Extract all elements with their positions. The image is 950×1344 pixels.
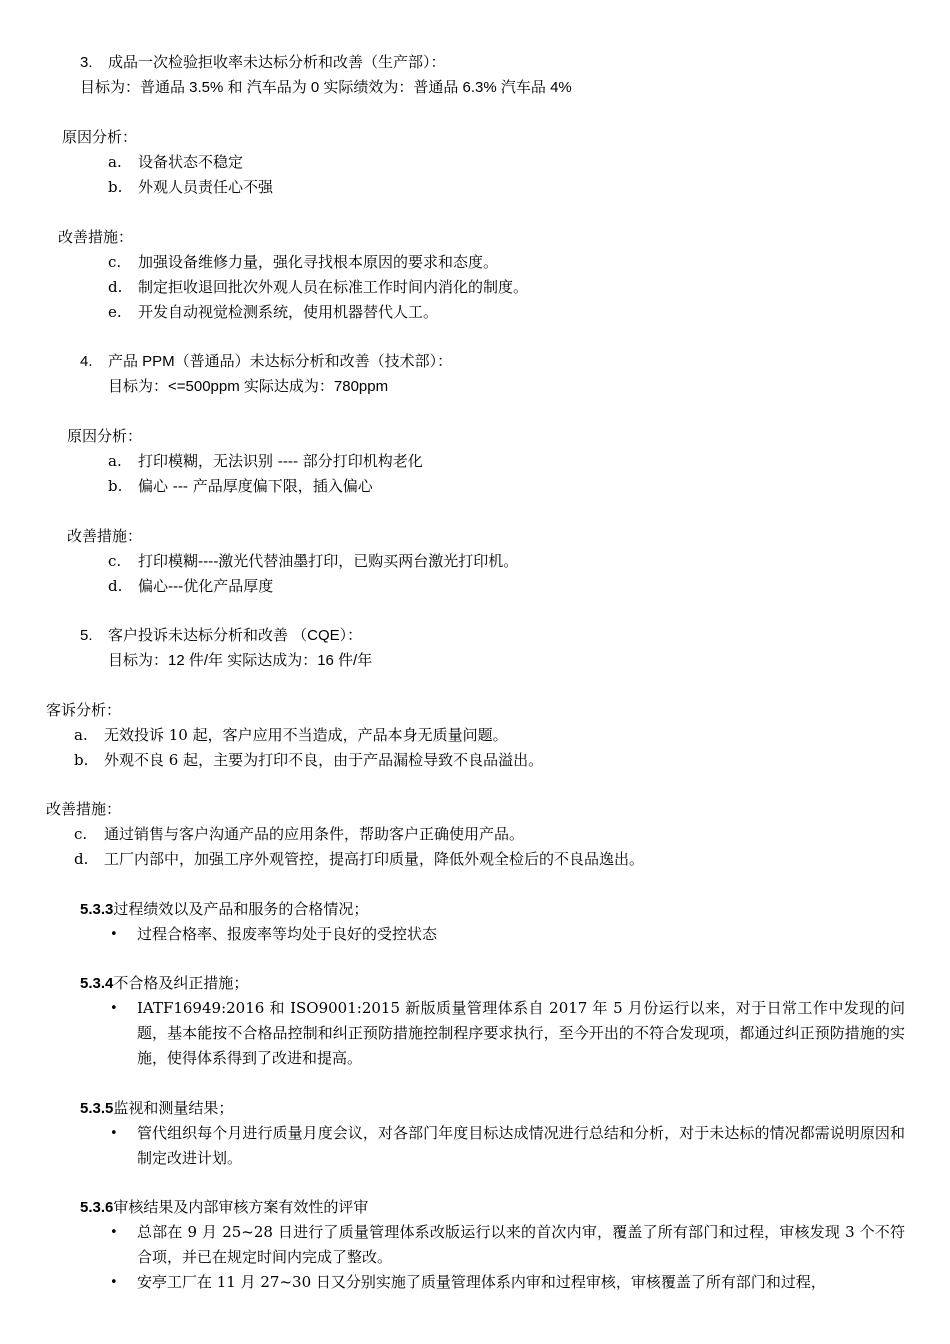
s4-cause-item — [108, 449, 423, 474]
list-text: 无效投诉 10 起，客户应用不当造成，产品本身无质量问题。 — [104, 726, 508, 744]
s4-title: 产品 PPM（普通品）未达标分析和改善（技术部）： — [108, 353, 453, 370]
bullet-icon: • — [110, 1126, 118, 1141]
s5-improvement-item — [74, 822, 524, 847]
sec-533-bullet-text: 过程合格率、报废率等均处于良好的受控状态 — [137, 925, 438, 943]
s4-target-line: 目标为：<=500ppm 实际达成为：780ppm — [108, 378, 389, 395]
s3-improvement-item — [108, 300, 438, 325]
list-text: 打印模糊，无法识别 ---- 部分打印机构老化 — [138, 452, 423, 470]
list-marker: d. — [74, 850, 89, 868]
sec-535-number: 5.3.5 — [80, 1100, 114, 1117]
list-text: 外观不良 6 起，主要为打印不良，由于产品漏检导致不良品溢出。 — [104, 751, 544, 769]
s5-title: 客户投诉未达标分析和改善 （CQE）： — [108, 627, 363, 644]
s4-cause-label: 原因分析： — [67, 427, 143, 445]
s5-improvement-label: 改善措施： — [46, 800, 122, 818]
sec-534-heading — [80, 971, 248, 996]
sec-533-title: 过程绩效以及产品和服务的合格情况； — [113, 900, 369, 918]
list-marker: d. — [108, 577, 123, 595]
list-marker: c. — [74, 825, 88, 843]
bullet-icon: • — [110, 1225, 118, 1240]
sec-536-number: 5.3.6 — [80, 1199, 114, 1216]
bullet-icon: • — [110, 1275, 118, 1290]
list-marker: a. — [74, 726, 88, 744]
s4-improvement-item — [108, 574, 273, 599]
sec-533-number: 5.3.3 — [80, 901, 114, 918]
s5-complaint-item — [74, 748, 543, 773]
sec-533-heading — [80, 897, 368, 922]
s3-cause-label: 原因分析： — [62, 128, 138, 146]
list-text: 偏心---优化产品厚度 — [138, 577, 274, 595]
list-text: 开发自动视觉检测系统，使用机器替代人工。 — [138, 303, 439, 321]
bullet-icon: • — [110, 1001, 118, 1016]
s3-heading — [80, 50, 446, 75]
s5-target-line: 目标为：12 件/年 实际达成为：16 件/年 — [108, 652, 373, 669]
list-marker: e. — [108, 303, 122, 321]
list-text: 设备状态不稳定 — [138, 153, 244, 171]
sec-535-heading — [80, 1096, 233, 1121]
s3-cause-item — [108, 175, 273, 200]
s4-cause-item — [108, 474, 373, 499]
list-marker: a. — [108, 452, 122, 470]
list-marker: b. — [74, 751, 89, 769]
sec-534-title: 不合格及纠正措施； — [113, 974, 249, 992]
sec-536-title: 审核结果及内部审核方案有效性的评审 — [113, 1198, 369, 1216]
sec-534-bullet-text: IATF16949:2016 和 ISO9001:2015 新版质量管理体系自 2017 年 5 月份运行以来，对于日常工作中发现的问题，基本能按不合格品控制和纠正预防措施控制程序要求执行，至今开出的不符合发现项，都通过纠正预防措施的实施，使得体系得到了改进和提高。 — [137, 999, 905, 1067]
list-text: 加强设备维修力量，强化寻找根本原因的要求和态度。 — [138, 253, 499, 271]
list-text: 工厂内部中，加强工序外观管控，提高打印质量，降低外观全检后的不良品逸出。 — [104, 850, 645, 868]
s4-heading — [80, 349, 452, 374]
list-marker: a. — [108, 153, 122, 171]
s4-improvement-label: 改善措施： — [67, 527, 143, 545]
list-marker: d. — [108, 278, 123, 296]
list-text: 外观人员责任心不强 — [138, 178, 274, 196]
s5-number: 5. — [80, 627, 93, 644]
s3-improvement-item — [108, 250, 498, 275]
s3-improvement-item — [108, 275, 528, 300]
list-text: 偏心 --- 产品厚度偏下限，插入偏心 — [138, 477, 373, 495]
s3-cause-item — [108, 150, 243, 175]
sec-535-title: 监视和测量结果； — [113, 1099, 234, 1117]
sec-535-bullet-text: 管代组织每个月进行质量月度会议，对各部门年度目标达成情况进行总结和分析，对于未达标的情况都需说明原因和制定改进计划。 — [137, 1124, 905, 1167]
sec-536-bullet-text: 总部在 9 月 25~28 日进行了质量管理体系改版运行以来的首次内审，覆盖了所有部门和过程，审核发现 3 个不符合项，并已在规定时间内完成了整改。 — [137, 1223, 905, 1266]
sec-536-heading — [80, 1195, 368, 1220]
s3-improvement-label: 改善措施： — [58, 228, 134, 246]
list-text: 制定拒收退回批次外观人员在标准工作时间内消化的制度。 — [138, 278, 529, 296]
sec-534-number: 5.3.4 — [80, 975, 114, 992]
bullet-icon: • — [110, 927, 118, 942]
s3-title: 成品一次检验拒收率未达标分析和改善（生产部）： — [108, 54, 446, 71]
list-text: 通过销售与客户沟通产品的应用条件，帮助客户正确使用产品。 — [104, 825, 525, 843]
s5-complaint-label: 客诉分析： — [46, 701, 122, 719]
s5-complaint-item — [74, 723, 508, 748]
list-marker: b. — [108, 477, 123, 495]
s4-number: 4. — [80, 353, 93, 370]
list-text: 打印模糊----激光代替油墨打印，已购买两台激光打印机。 — [138, 552, 519, 570]
s5-improvement-item — [74, 847, 644, 872]
list-marker: b. — [108, 178, 123, 196]
list-marker: c. — [108, 253, 122, 271]
s3-target-line: 目标为：普通品 3.5% 和 汽车品为 0 实际绩效为：普通品 6.3% 汽车品 4% — [80, 79, 572, 96]
s5-heading — [80, 623, 362, 648]
list-marker: c. — [108, 552, 122, 570]
sec-536-bullet-text: 安亭工厂在 11 月 27~30 日又分别实施了质量管理体系内审和过程审核，审核覆盖了所有部门和过程， — [137, 1273, 826, 1291]
s3-number: 3. — [80, 54, 93, 71]
s4-improvement-item — [108, 549, 518, 574]
